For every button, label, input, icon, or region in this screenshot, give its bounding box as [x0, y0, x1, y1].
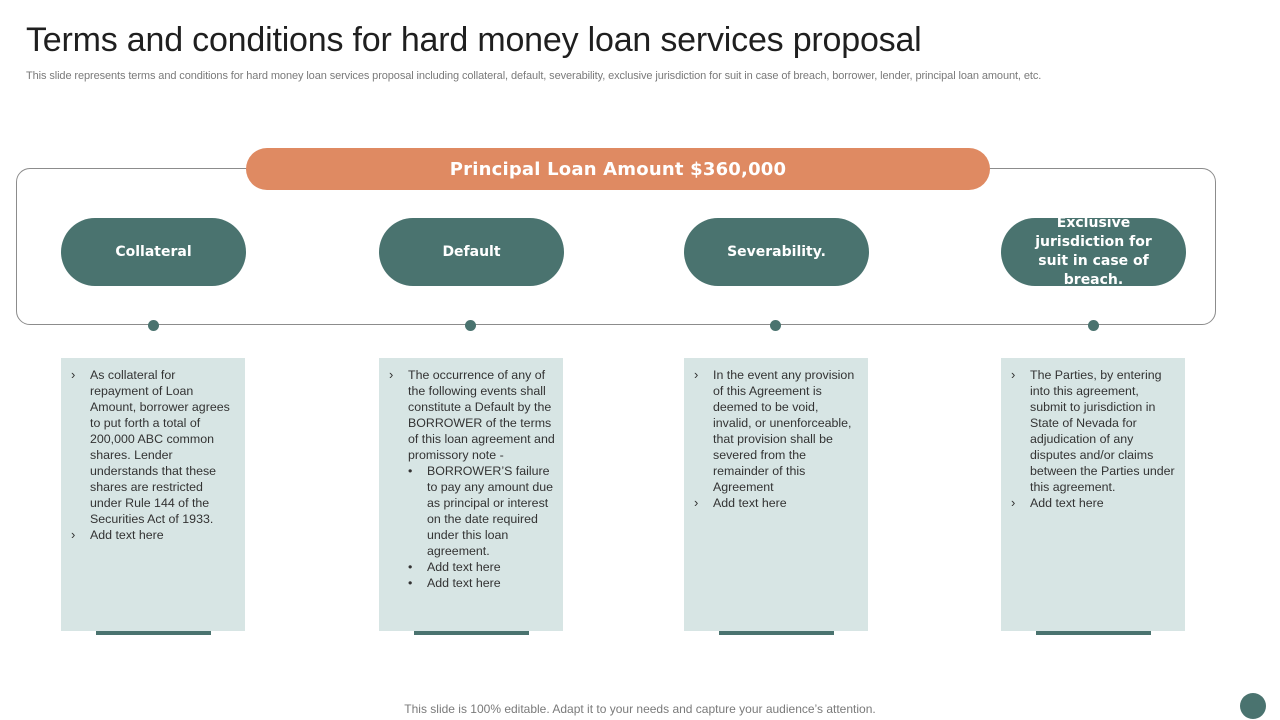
principal-banner: Principal Loan Amount $360,000 — [246, 148, 990, 190]
list-item-text: The occurrence of any of the following events shall constitute a Default by the BORROWER of the terms of this loan agreement and promissory note - — [408, 368, 555, 462]
pill-severability: Severability. — [684, 218, 869, 286]
connector-dot — [148, 320, 159, 331]
list-item: › Add text here — [1011, 495, 1177, 511]
list-item — [389, 367, 555, 591]
connector-dot — [1088, 320, 1099, 331]
corner-circle-icon — [1240, 693, 1266, 719]
pill-default: Default — [379, 218, 564, 286]
list-item: › As collateral for repayment of Loan Amount, borrower agrees to put forth a total of 200,000 ABC common shares. Lender understands that these shares are restricted under Rule 144 of the Securities Act of 1933. — [71, 367, 237, 527]
card-collateral — [61, 358, 245, 631]
card-default — [379, 358, 563, 631]
card-underbar — [96, 631, 211, 635]
connector-dot — [465, 320, 476, 331]
list-item: › In the event any provision of this Agreement is deemed to be void, invalid, or unenforceable, that provision shall be severed from the remainder of this Agreement — [694, 367, 860, 495]
sub-list-item: • BORROWER’S failure to pay any amount due as principal or interest on the date required under this loan agreement. — [408, 463, 555, 559]
card-underbar — [414, 631, 529, 635]
pill-collateral: Collateral — [61, 218, 246, 286]
pill-jurisdiction: Exclusive jurisdiction for suit in case of breach. — [1001, 218, 1186, 286]
card-jurisdiction — [1001, 358, 1185, 631]
connector-dot — [770, 320, 781, 331]
sub-list-item: • Add text here — [408, 575, 555, 591]
list-item: › Add text here — [694, 495, 860, 511]
list-item: › The Parties, by entering into this agreement, submit to jurisdiction in State of Nevada for adjudication of any disputes and/or claims between the Parties under this agreement. — [1011, 367, 1177, 495]
card-underbar — [1036, 631, 1151, 635]
slide-subtitle: This slide represents terms and conditions for hard money loan services proposal including collateral, default, severability, exclusive jurisdiction for suit in case of breach, borrower, lender, principal loan amount, etc. — [26, 70, 1042, 82]
slide-title: Terms and conditions for hard money loan services proposal — [26, 21, 922, 59]
footer-note: This slide is 100% editable. Adapt it to your needs and capture your audience’s attention. — [404, 702, 876, 716]
card-severability — [684, 358, 868, 631]
list-item: › Add text here — [71, 527, 237, 543]
sub-list-item: • Add text here — [408, 559, 555, 575]
card-underbar — [719, 631, 834, 635]
